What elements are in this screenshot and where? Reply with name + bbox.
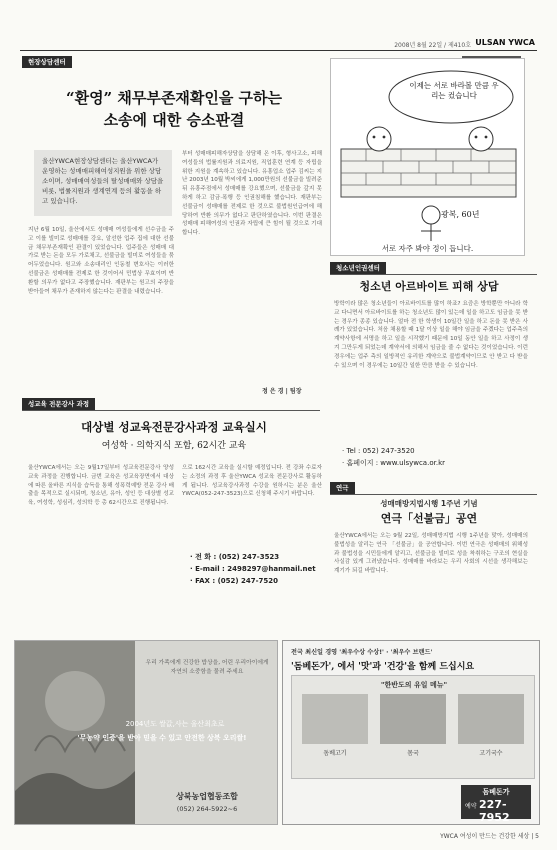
education-headline: 대상별 성교육전문강사과정 교육실시 [81, 420, 267, 434]
consult-headline-line2: 소송에 대한 승소판결 [103, 111, 245, 129]
youth-rule [330, 274, 537, 275]
education-section-tag: 성교육 전문강사 과정 [22, 398, 95, 410]
menu-item-2: 몸국 [407, 750, 419, 757]
rice-advertisement [14, 640, 278, 825]
rice-ad-org: 상북농업협동조합 [176, 792, 238, 801]
restaurant-phone: 227-7952 [479, 798, 510, 824]
menu-photo-3 [458, 694, 524, 744]
menu-photo-2 [380, 694, 446, 744]
editorial-cartoon [330, 58, 525, 256]
menu-item-3: 고기국수 [479, 750, 503, 757]
menu-item-1: 돔베고기 [323, 750, 347, 757]
play-headline: 연극「선불금」공연 [380, 512, 478, 525]
education-body-right: 으로 162시간 교육을 실시할 예정입니다. 전 강좌 수료자는 소정의 과정 후 울산YWCA 성교육 전문강사로 활동하게 됩니다. 성교육강사과정 수강을 원하시는 분은 울산YWCA(052-247-3523)으로 신청해 주시기 바랍니다. [182, 465, 322, 498]
restaurant-banner: 전국 최신일 경영 '최우수상 수상!' · '최우수 브랜드' [291, 649, 433, 656]
play-subtitle: 성매매방지법시행 1주년 기념 [380, 499, 478, 508]
cartoon-speech: 이제는 서로 바라볼 만큼 우리는 컸습니다 [409, 81, 499, 100]
phone-label: 예약 [465, 803, 477, 810]
consult-headline-line1: “환영” 채무부존재확인을 구하는 [65, 89, 283, 107]
rice-ad-text3: '무농약 인증'을 받아 믿을 수 있고 안전한 상북 오리쌀! [77, 734, 247, 742]
brand-name: ULSAN YWCA [475, 38, 535, 47]
education-fax: · FAX : (052) 247-7520 [190, 577, 279, 585]
youth-tel: · Tel : 052) 247-3520 [342, 447, 415, 455]
consult-body-left: 지난 6월 10일, 울산에서도 성매매 여성들에게 선수금을 주고 이를 빌미로 성매매를 강요, 알선한 업주 집에 대한 선불금 채무부존재확인 판결이 있었습니다. 업주들은 성매매 대가로 받는 돈을 모두 가로채고, 선불금을 빌미로 여성들을 묶어두었습니다. 원고와 소송대리인 인동철 변호사는 이러한 선불금은 성매매를 전제로 한 것이어서 민법상 무효이며 반환할 의무가 없다고 주장했습니다. 재판부는 원고의 주장을 받아들여 채무가 존재하지 않는다는 판결을 내렸습니다. [28, 227, 174, 295]
youth-homepage[interactable]: · 홈페이지 : www.ulsywca.or.kr [342, 459, 445, 467]
youth-body: 방학이라 많은 청소년들이 아르바이트를 많이 하죠? 요즘은 방학뿐만 아니라 학교 다니면서 아르바이트를 하는 청소년도 많이 있는데 일을 하고도 임금을 못 받는 경우가 종종 있습니다. 얼마 전 한 학생이 10일간 일을 하고 돈을 못 받은 사례가 있었습니다. 처음 채용할 때 1달 이상 일을 해야 임금을 주겠다는 업주측의 계약사항에 서명을 하고 일을 시작했기 때문에 10일 동안 일을 하고 사정이 생겨 그만두게 되었는데 계약서에 의해서 임금을 줄 수 없다는 것이었습니다. 이런 경우에는 업주 측의 일방적인 유리한 계약으로 불법계약이므로 안 받고 다 받을 수 있으며 이 경우에는 10일간 일한 만큼 받을 수 있습니다. [334, 301, 528, 369]
page-footer: YWCA 여성이 만드는 건강한 세상 | 5 [440, 833, 539, 840]
rice-ad-text1: 우리 가족에게 건강한 밥상을, 어린 우리아이에게 자연의 소중함을 물려 주세요 [145, 660, 269, 675]
consult-lead-box: 울산YWCA현장상담센터는 울산YWCA가 운영하는 성매매피해여성지원을 위한 상담소이며, 성매매여성들의 탈성매매와 상담을 비롯, 법률지원과 생계연계 등의 활동을 하고 있습니다. [34, 150, 172, 216]
education-tel: · 전 화 : (052) 247-3523 [190, 553, 280, 561]
rice-ad-phone: (052) 264-5922~6 [176, 805, 238, 813]
header-rule [20, 50, 537, 51]
menu-panel [291, 675, 535, 779]
youth-headline: 청소년 아르바이트 피해 상담 [359, 280, 499, 293]
play-body: 울산YWCA에서는 오는 9월 22일, 성매매방지법 시행 1주년을 맞아, 성매매의 불법성을 알리는 연극 「선불금」을 공연합니다. 이번 연극은 성매매의 위해성과 불법성을 시민들에게 알리고, 선불금을 빌미로 성을 착취하는 구조의 현실을 사실감 있게 그려냈습니다. 성매매를 바라보는 우리 사회의 시선을 생각해보는 계기가 되길 바랍니다. [334, 533, 528, 575]
consult-section-tag: 현장상담센터 [22, 56, 72, 68]
menu-title: "한반도의 유일 메뉴" [380, 681, 448, 689]
rice-ad-text2: 2004년도 쌀값,사는 울산최초로 [125, 720, 225, 728]
restaurant-headline: '돔베돈가', 에서 '맛'과 '건강'을 함께 드십시요 [291, 662, 475, 672]
restaurant-name: 돔베돈가 [482, 788, 510, 796]
youth-section-tag: 청소년인권센터 [330, 262, 386, 274]
restaurant-advertisement [282, 640, 540, 825]
consult-byline: 정 은 경 | 팀장 [262, 388, 302, 395]
education-body-left: 울산YWCA에서는 오는 9월17일부터 성교육전문강사 양성교육 과정을 진행합니다. 금번 교육은 성교육장면에서 대상에 따른 올바른 지식을 습득을 통해 성폭력예방 전문 강사 배출을 목적으로 실시되며, 청소년, 유아, 성인 등 대상별 성교육, 여성학, 성심리, 성의학 등 총 62시간으로 진행됩니다. [28, 465, 174, 507]
education-subheadline: 여성학 · 의학지식 포함, 62시간 교육 [101, 441, 247, 451]
education-email[interactable]: · E-mail : 2498297@hanmail.net [190, 565, 316, 573]
issue-date: 2008년 8월 22일 / 제410호 [394, 42, 471, 49]
education-rule [22, 410, 320, 411]
play-section-tag: 연극 [330, 482, 355, 494]
consult-body-right: 부터 성매매피해자상담을 상담해 온 이후, 형사고소, 피해 여성들의 법률지원과 의료지원, 직업훈련 연계 등 자립을 위한 지원을 계속하고 있습니다. 유흥업소 업주 김씨는 지난 2003년 10월 박씨에게 1,000만원의 선불금을 빌려준 뒤 유흥주점에서 성매매를 강요했으며, 선불금을 갚지 못하게 하고 감금·폭행 등 인권침해를 했습니다. 재판부는 선불금이 성매매를 전제로 한 것으로 불법원인급여에 해당하여 반환 의무가 없다고 판단하였습니다. 이번 판결은 성매매 피해여성의 인권과 자립에 큰 힘이 될 것으로 기대합니다. [182, 151, 322, 237]
cartoon-caption: 서로 자주 봐야 정이 듭니다. [381, 244, 474, 253]
play-rule [330, 494, 537, 495]
phone-badge [461, 785, 531, 824]
menu-photo-1 [302, 694, 368, 744]
cartoon-note: 광복, 60년 [441, 210, 480, 219]
